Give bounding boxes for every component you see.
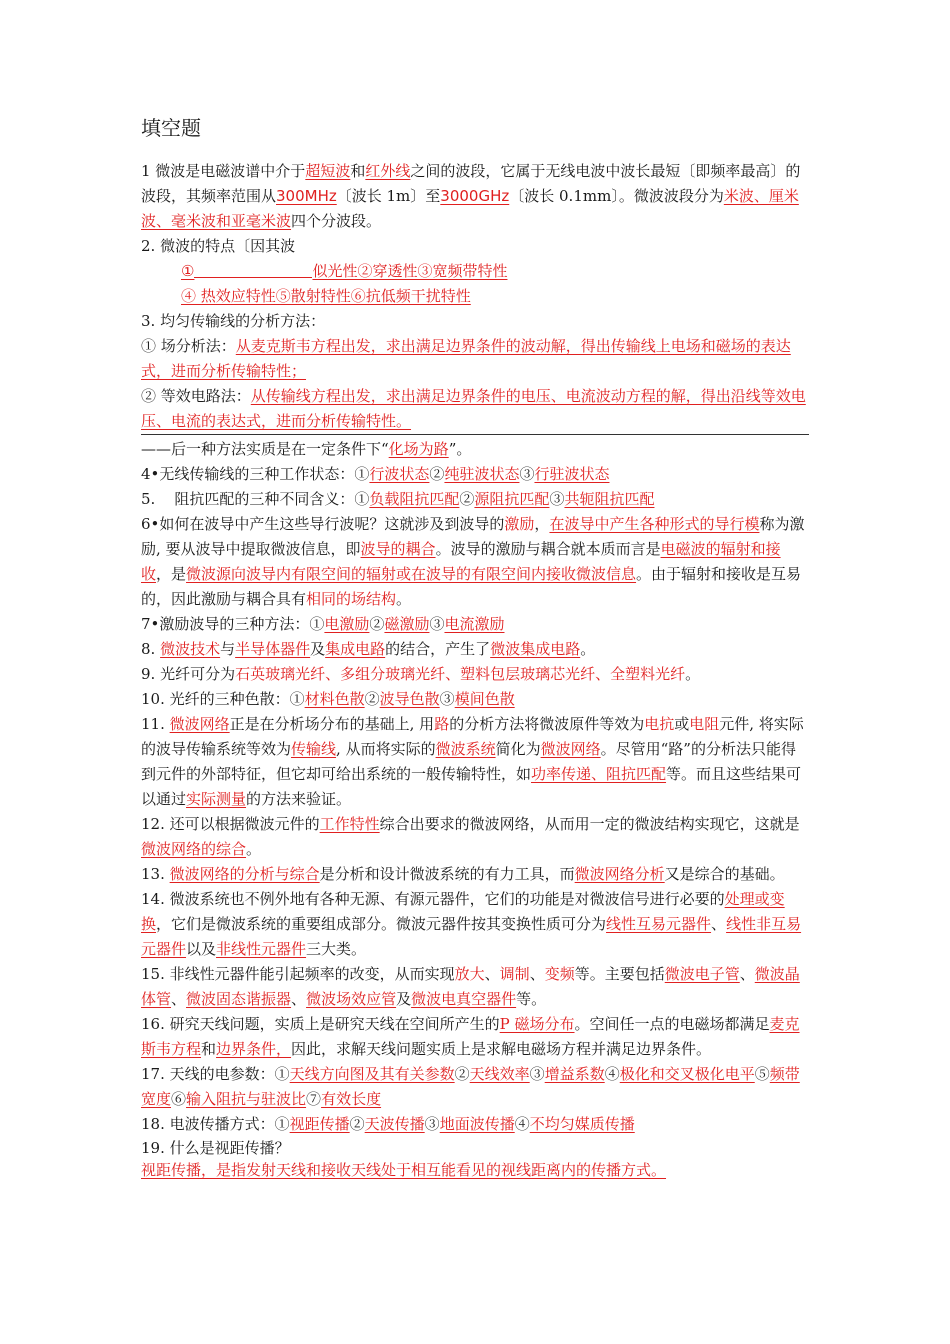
text: 11. (141, 715, 170, 733)
text: 。 (685, 665, 701, 683)
text: 称为激励, 要从波导中提取微波信息，即 (141, 515, 805, 558)
text: ② (364, 690, 380, 708)
text: 2. 微波的特点〔因其波 (141, 237, 296, 255)
question-10 (141, 687, 809, 712)
text: 、 (484, 965, 500, 983)
text: 3. 均匀传输线的分析方法： (141, 312, 326, 330)
answer: 超短波 (305, 162, 351, 180)
answer: 天线方向图及其有关参数 (289, 1065, 455, 1083)
answer: 磁激励 (384, 615, 430, 633)
text: 、 (291, 990, 307, 1008)
text: ——后一种方法实质是在一定条件下“ (141, 440, 389, 458)
text: ① 场分析法： (141, 337, 236, 355)
answer: 石英玻璃光纤、多组分玻璃光纤、塑料包层玻璃芯光纤、全塑料光纤 (235, 665, 686, 683)
question-2-line-2 (141, 284, 809, 309)
text: 又是综合的基础。 (664, 865, 785, 883)
question-19-answer (141, 1159, 809, 1181)
text: 、 (529, 965, 545, 983)
answer: 不均匀媒质传播 (529, 1115, 635, 1133)
answer: 化场为路 (388, 440, 449, 458)
text: 。 (396, 590, 412, 608)
text: 之间的波段，它属于无线电波中波长最短〔即频率最高〕的波段，其频率范围从 (141, 162, 801, 205)
answer: 从传输线方程出发，求出满足边界条件的电压、电流波动方程的解，得出沿线等效电压、电流的表达式，进而分析传输特性。 (141, 387, 806, 430)
answer: 源阻抗匹配 (474, 490, 550, 508)
text: 及 (310, 640, 326, 658)
answer: 微波网络的综合 (141, 840, 247, 858)
text: 8. (141, 640, 161, 658)
answer: 增益系数 (544, 1065, 605, 1083)
answer: 非线性元器件 (216, 940, 307, 958)
answer: 共轭阻抗匹配 (564, 490, 655, 508)
answer: 麦克斯韦方程 (141, 1015, 800, 1058)
text: 因此，求解天线问题实质上是求解电磁场方程并满足边界条件。 (291, 1040, 712, 1058)
text: 、 (171, 990, 187, 1008)
answer: 地面波传播 (439, 1115, 515, 1133)
answer: 功率传递、阻抗匹配 (531, 765, 667, 783)
answer: 有效长度 (321, 1090, 382, 1108)
answer: 微波电真空器件 (411, 990, 517, 1008)
text: 14. 微波系统也不例外地有各种无源、有源元器件，它们的功能是对微波信号进行必要的 (141, 890, 725, 908)
answer: 微波网络的分析与综合 (169, 865, 320, 883)
text: 和 (350, 162, 366, 180)
question-19 (141, 1137, 809, 1159)
text: ”。 (448, 440, 472, 458)
answer: 处理或变换 (141, 890, 785, 933)
text: 的分析方法将微波原件等效为 (449, 715, 645, 733)
answer: 红外线 (365, 162, 411, 180)
text: 的结合，产生了 (385, 640, 491, 658)
answer: 微波源向波导内有限空间的辐射或在波导的有限空间内接收微波信息 (186, 565, 637, 583)
text: ② (459, 490, 475, 508)
answer: 放大 (454, 965, 485, 983)
answer: 相同的场结构 (306, 590, 397, 608)
answer: 输入阻抗与驻波比 (186, 1090, 307, 1108)
text: 正是在分析场分布的基础上, 用 (229, 715, 435, 733)
text: 。由于辐射和接收是互易的，因此激励与耦合具有 (141, 565, 802, 608)
answer: 电流激励 (444, 615, 505, 633)
answer: 路 (434, 715, 450, 733)
question-2 (141, 234, 809, 259)
question-2-line-1 (141, 259, 809, 284)
text: ⑦ (306, 1090, 322, 1108)
question-14 (141, 887, 809, 962)
answer: 微波集成电路 (490, 640, 581, 658)
text: ③ (424, 1115, 440, 1133)
answer: 电磁波的辐射和接收 (141, 540, 781, 583)
answer: 3000GHz (440, 187, 510, 205)
answer: 似光性②穿透性③宽频带特性 (312, 262, 508, 280)
text: 10. 光纤的三种色散：① (141, 690, 305, 708)
answer: 米波、厘米波、毫米波和亚毫米波 (141, 187, 799, 230)
text: ④ (604, 1065, 620, 1083)
text: 。 (246, 840, 262, 858)
answer: 微波电子管 (664, 965, 740, 983)
text: 13. (141, 865, 170, 883)
text: ④ (514, 1115, 530, 1133)
text: 、 (739, 965, 755, 983)
text: 〔波长 0.1mm〕。微波波段分为 (509, 187, 724, 205)
text: ， (534, 515, 550, 533)
text: 9. 光纤可分为 (141, 665, 236, 683)
text: 的方法来验证。 (246, 790, 352, 808)
text: 及 (396, 990, 412, 1008)
text: 和 (201, 1040, 217, 1058)
answer: 微波系统 (435, 740, 496, 758)
text: ，是 (156, 565, 187, 583)
text: ③ (529, 1065, 545, 1083)
answer: 传输线 (291, 740, 337, 758)
question-4 (141, 462, 809, 487)
answer: 变频 (544, 965, 575, 983)
text: 。波导的激励与耦合就本质而言是 (435, 540, 661, 558)
answer: ④ 热效应特性⑤散射特性⑥抗低频干扰特性 (181, 287, 471, 305)
answer: 微波技术 (160, 640, 221, 658)
answer: 视距传播，是指发射天线和接收天线处于相互能看见的视线距离内的传播方式。 (141, 1161, 667, 1179)
text: 以及 (186, 940, 217, 958)
text: 等。主要包括 (574, 965, 665, 983)
question-9 (141, 662, 809, 687)
question-7 (141, 612, 809, 637)
question-13 (141, 862, 809, 887)
text: 15. 非线性元器件能引起频率的改变，从而实现 (141, 965, 455, 983)
question-8 (141, 637, 809, 662)
text: 或 (674, 715, 690, 733)
text: 19. 什么是视距传播？ (141, 1139, 290, 1157)
answer: 模间色散 (454, 690, 515, 708)
answer: 天波传播 (364, 1115, 425, 1133)
question-3 (141, 309, 809, 334)
question-12 (141, 812, 809, 862)
text: ② (369, 615, 385, 633)
question-18 (141, 1112, 809, 1137)
answer: 线性互易元器件 (606, 915, 712, 933)
text: 与 (220, 640, 236, 658)
text: 。尽管用“路”的分析法只能得到元件的外部特征，但它却可给出系统的一般传输特性，如 (141, 740, 796, 783)
question-11 (141, 712, 809, 812)
text: ，它们是微波系统的重要组成部分。微波元器件按其变换性质可分为 (156, 915, 607, 933)
text: 5. 阻抗匹配的三种不同含义：① (141, 490, 370, 508)
page-title: 填空题 (141, 116, 201, 140)
text: 三大类。 (306, 940, 367, 958)
text: 12. 还可以根据微波元件的 (141, 815, 320, 833)
text: ③ (429, 615, 445, 633)
answer: 调制 (499, 965, 530, 983)
text: 等。而且这些结果可以通过 (141, 765, 802, 808)
answer: P 磁场分布 (499, 1015, 575, 1033)
text: 综合出要求的微波网络，从而用一定的微波结构实现它，这就是 (379, 815, 800, 833)
text: 四个分波段。 (291, 212, 382, 230)
answer: 频带宽度 (141, 1065, 800, 1108)
question-3-note (141, 437, 809, 462)
text: 。 (580, 640, 596, 658)
answer: 天线效率 (469, 1065, 530, 1083)
answer: 行驻波状态 (534, 465, 610, 483)
answer: 波导的耦合 (360, 540, 436, 558)
answer: 视距传播 (289, 1115, 350, 1133)
blank (194, 263, 312, 278)
question-6 (141, 512, 809, 612)
answer: 电阻 (689, 715, 720, 733)
text: ③ (549, 490, 565, 508)
answer: 激励 (504, 515, 535, 533)
answer: 微波场效应管 (306, 990, 397, 1008)
text: 元件, 将实际的波导传输系统等效为 (141, 715, 804, 758)
text: ③ (439, 690, 455, 708)
answer: 负载阻抗匹配 (369, 490, 460, 508)
text: 18. 电波传播方式：① (141, 1115, 290, 1133)
question-5 (141, 487, 809, 512)
text: , 从而将实际的 (336, 740, 436, 758)
answer: 波导色散 (379, 690, 440, 708)
text: 〔波长 1m〕至 (336, 187, 441, 205)
answer: 微波网络 (540, 740, 601, 758)
answer: 从麦克斯韦方程出发，求出满足边界条件的波动解，得出传输线上电场和磁场的表达式，进而分析传输特性； (141, 337, 791, 380)
text: 、 (711, 915, 727, 933)
text: ② (429, 465, 445, 483)
answer: 线性非互易元器件 (141, 915, 802, 958)
answer: 微波固态谐振器 (186, 990, 292, 1008)
answer: 电抗 (644, 715, 675, 733)
text: 16. 研究天线问题，实质上是研究天线在空间所产生的 (141, 1015, 500, 1033)
answer: 微波网络分析 (574, 865, 665, 883)
text: ⑤ (754, 1065, 770, 1083)
text: ⑥ (171, 1090, 187, 1108)
text: ② (454, 1065, 470, 1083)
text: 简化为 (495, 740, 541, 758)
question-17 (141, 1062, 809, 1112)
text: ② (349, 1115, 365, 1133)
text: 17. 天线的电参数：① (141, 1065, 290, 1083)
answer: 实际测量 (186, 790, 247, 808)
answer: 纯驻波状态 (444, 465, 520, 483)
answer: 材料色散 (304, 690, 365, 708)
answer: 行波状态 (369, 465, 430, 483)
text: 6•如何在波导中产生这些导行波呢？这就涉及到波导的 (141, 515, 505, 533)
text: 7•激励波导的三种方法：① (141, 615, 325, 633)
text: 4•无线传输线的三种工作状态：① (141, 465, 370, 483)
answer: 集成电路 (325, 640, 386, 658)
text: 。空间任一点的电磁场都满足 (574, 1015, 770, 1033)
question-16 (141, 1012, 809, 1062)
text: 1 微波是电磁波谱中介于 (141, 162, 306, 180)
question-3-method-1 (141, 334, 809, 384)
question-1 (141, 159, 809, 234)
text: ③ (519, 465, 535, 483)
text: 等。 (516, 990, 547, 1008)
answer: ① (181, 262, 195, 280)
answer: 300MHz (276, 187, 337, 205)
answer: 在波导中产生各种形式的导行模 (549, 515, 760, 533)
answer: 极化和交叉极化电平 (619, 1065, 755, 1083)
document-page (141, 112, 809, 1181)
answer: 微波晶体管 (141, 965, 800, 1008)
answer: 微波网络 (169, 715, 230, 733)
text: ② 等效电路法： (141, 387, 251, 405)
answer: 边界条件， (216, 1040, 292, 1058)
answer: 工作特性 (319, 815, 380, 833)
answer: 电激励 (324, 615, 370, 633)
question-15 (141, 962, 809, 1012)
text: 是分析和设计微波系统的有力工具，而 (319, 865, 575, 883)
question-3-method-2 (141, 384, 809, 435)
answer: 半导体器件 (235, 640, 311, 658)
